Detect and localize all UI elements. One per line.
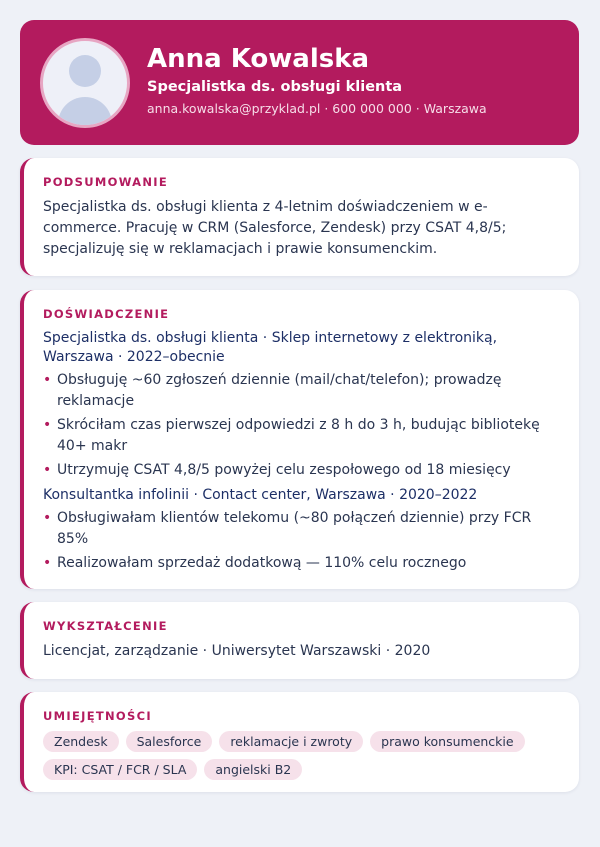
job-title: Specjalistka ds. obsługi klienta · Sklep internetowy z elektroniką, Warszawa · 2022–obecnie — [43, 330, 498, 365]
skill-chip: reklamacje i zwroty — [219, 731, 363, 752]
job-title: Konsultantka infolinii · Contact center, Warszawa · 2020–2022 — [43, 487, 478, 503]
skill-chip: prawo konsumenckie — [370, 731, 524, 752]
candidate-name: Anna Kowalska — [147, 44, 370, 74]
section-heading: UMIEJĘTNOŚCI — [43, 709, 152, 723]
skills-section — [20, 692, 579, 792]
list-item: • Skróciłam czas pierwszej odpowiedzi z 8 h do 3 h, budując bibliotekę 40+ makr — [43, 415, 559, 457]
list-item: • Realizowałam sprzedaż dodatkową — 110% celu rocznego — [43, 553, 559, 574]
skill-chip: angielski B2 — [204, 759, 302, 780]
job-bullets — [43, 370, 559, 481]
skill-chip: KPI: CSAT / FCR / SLA — [43, 759, 197, 780]
candidate-role: Specjalistka ds. obsługi klienta — [147, 79, 403, 95]
job-entry — [43, 329, 559, 481]
list-item: • Utrzymuję CSAT 4,8/5 powyżej celu zespołowego od 18 miesięcy — [43, 460, 559, 481]
skill-chip: Zendesk — [43, 731, 119, 752]
section-heading: DOŚWIADCZENIE — [43, 307, 170, 321]
education-text: Licencjat, zarządzanie · Uniwersytet Warszawski · 2020 — [43, 643, 431, 659]
resume-header — [20, 20, 579, 145]
job-entry — [43, 486, 559, 574]
avatar-body-icon — [58, 97, 112, 128]
list-item: • Obsługiwałam klientów telekomu (~80 połączeń dziennie) przy FCR 85% — [43, 508, 559, 550]
section-heading: PODSUMOWANIE — [43, 175, 169, 189]
avatar — [40, 38, 130, 128]
section-heading: WYKSZTAŁCENIE — [43, 619, 168, 633]
education-section — [20, 602, 579, 679]
job-bullets — [43, 508, 559, 574]
summary-section — [20, 158, 579, 276]
experience-section — [20, 290, 579, 589]
list-item: • Obsługuję ~60 zgłoszeń dziennie (mail/chat/telefon); prowadzę reklamacje — [43, 370, 559, 412]
skill-chip: Salesforce — [126, 731, 213, 752]
avatar-head-icon — [69, 55, 101, 87]
skills-list — [43, 731, 559, 780]
contact-line: anna.kowalska@przyklad.pl · 600 000 000 · Warszawa — [147, 101, 487, 116]
summary-text: Specjalistka ds. obsługi klienta z 4-letnim doświadczeniem w e-commerce. Pracuję w CRM (Salesforce, Zendesk) przy CSAT 4,8/5; specjalizuję się w reklamacjach i prawie konsumenckim. — [43, 199, 507, 257]
